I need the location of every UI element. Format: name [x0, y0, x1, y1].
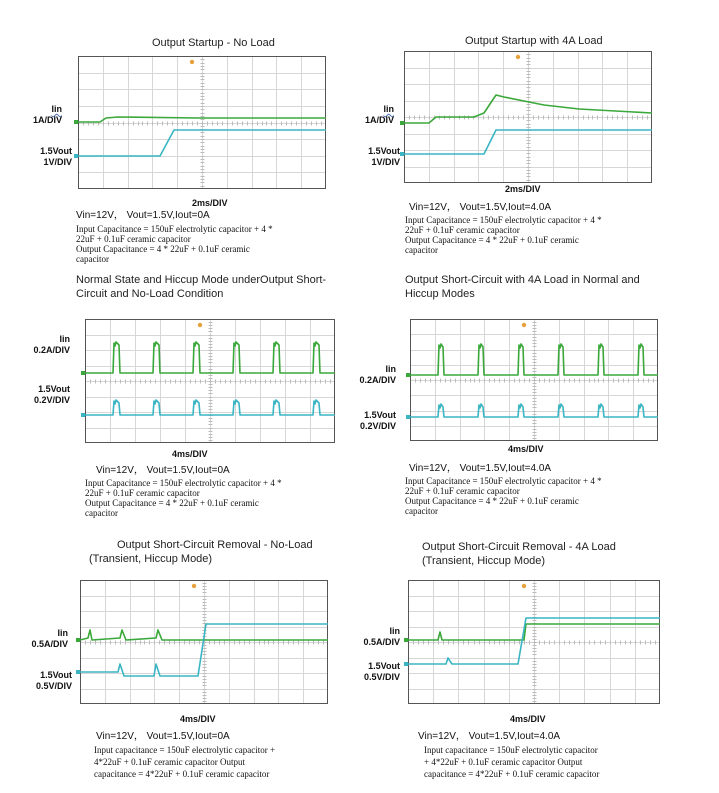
panel-title: Output Short-Circuit with 4A Load in Normal and Hiccup Modes — [405, 274, 640, 300]
timebase-label: 4ms/DIV — [510, 714, 546, 724]
scope-graticule — [408, 580, 660, 704]
panel-title: Output Short-Circuit Removal - No-Load (Transient, Hiccup Mode) — [89, 539, 313, 565]
ch1-marker-icon — [400, 121, 404, 125]
ch1-label: Iin 1A/DIV — [32, 104, 62, 125]
panel-title: Output Startup - No Load — [152, 37, 275, 49]
ch2-label: 1.5Vout 1V/DIV — [40, 146, 72, 167]
ch1-marker-icon — [76, 638, 80, 642]
ch1-marker-icon — [404, 638, 408, 642]
capacitance-notes: Input capacitance = 150uF electrolytic capacitor + 4*22uF + 0.1uF ceramic capacitor Output capacitance = 4*22uF + 0.1uF ceramic capacitor — [94, 745, 276, 779]
trigger-marker-icon — [198, 323, 202, 327]
ch1-marker-icon — [406, 373, 410, 377]
ch1-label: Iin 0.2A/DIV — [33, 334, 70, 355]
trigger-marker-icon — [522, 584, 526, 588]
ch2-label: 1.5Vout 1V/DIV — [368, 146, 400, 167]
capacitance-notes: Input Capacitance = 150uF electrolytic capacitor + 4 * 22uF + 0.1uF ceramic capacitor Output Capacitance = 4 * 22uF + 0.1uF ceramic capacitor — [405, 476, 602, 516]
ch1-label: Iin 0.2A/DIV — [359, 364, 396, 385]
timebase-label: 4ms/DIV — [508, 444, 544, 454]
scope-graticule — [85, 319, 335, 443]
scope-graticule — [410, 319, 658, 441]
test-conditions: Vin=12V， Vout=1.5V,Iout=0A — [96, 465, 230, 476]
ch1-marker-icon — [74, 120, 78, 124]
timebase-label: 2ms/DIV — [192, 198, 228, 208]
test-conditions: Vin=12V， Vout=1.5V,Iout=0A — [76, 210, 210, 221]
ch2-marker-icon — [404, 662, 408, 666]
ch2-marker-icon — [406, 415, 410, 419]
trigger-marker-icon — [516, 55, 520, 59]
capacitance-notes: Input Capacitance = 150uF electrolytic capacitor + 4 * 22uF + 0.1uF ceramic capacitor Output Capacitance = 4 * 22uF + 0.1uF ceramic capacitor — [76, 224, 273, 264]
trigger-marker-icon — [190, 60, 194, 64]
panel-title: Normal State and Hiccup Mode underOutput Short- Circuit and No-Load Condition — [76, 274, 327, 300]
capacitance-notes: Input capacitance = 150uF electrolytic capacitor + 4*22uF + 0.1uF ceramic capacitor Output capacitance = 4*22uF + 0.1uF ceramic capacitor — [424, 745, 600, 779]
test-conditions: Vin=12V， Vout=1.5V,Iout=4.0A — [409, 202, 552, 213]
ch2-label: 1.5Vout 0.5V/DIV — [363, 661, 400, 682]
ch2-label: 1.5Vout 0.2V/DIV — [33, 384, 70, 405]
capacitance-notes: Input Capacitance = 150uF electrolytic capacitor + 4 * 22uF + 0.1uF ceramic capacitor Output Capacitance = 4 * 22uF + 0.1uF ceramic capacitor — [85, 478, 282, 518]
ch2-marker-icon — [400, 152, 404, 156]
trigger-marker-icon — [192, 584, 196, 588]
scope-graticule — [404, 51, 652, 183]
test-conditions: Vin=12V， Vout=1.5V,Iout=4.0A — [409, 463, 552, 474]
ch2-label: 1.5Vout 0.5V/DIV — [35, 670, 72, 691]
test-conditions: Vin=12V， Vout=1.5V,Iout=0A — [96, 731, 230, 742]
scope-graticule — [80, 580, 328, 704]
timebase-label: 4ms/DIV — [180, 714, 216, 724]
ch2-marker-icon — [74, 154, 78, 158]
ch1-marker-icon — [81, 371, 85, 375]
ch1-label: Iin 0.5A/DIV — [31, 628, 68, 649]
ch2-label: 1.5Vout 0.2V/DIV — [359, 410, 396, 431]
trigger-marker-icon — [522, 323, 526, 327]
ch2-marker-icon — [76, 670, 80, 674]
ch2-marker-icon — [81, 413, 85, 417]
scope-graticule — [78, 56, 326, 189]
ch1-label: Iin 1A/DIV — [364, 104, 394, 125]
capacitance-notes: Input Capacitance = 150uF electrolytic capacitor + 4 * 22uF + 0.1uF ceramic capacitor Output Capacitance = 4 * 22uF + 0.1uF ceramic capacitor — [405, 215, 602, 255]
timebase-label: 2ms/DIV — [505, 184, 541, 194]
test-conditions: Vin=12V， Vout=1.5V,Iout=4.0A — [418, 731, 561, 742]
timebase-label: 4ms/DIV — [172, 449, 208, 459]
panel-title: Output Startup with 4A Load — [465, 35, 603, 47]
ch1-label: Iin 0.5A/DIV — [363, 626, 400, 647]
panel-title: Output Short-Circuit Removal - 4A Load (Transient, Hiccup Mode) — [422, 541, 616, 567]
